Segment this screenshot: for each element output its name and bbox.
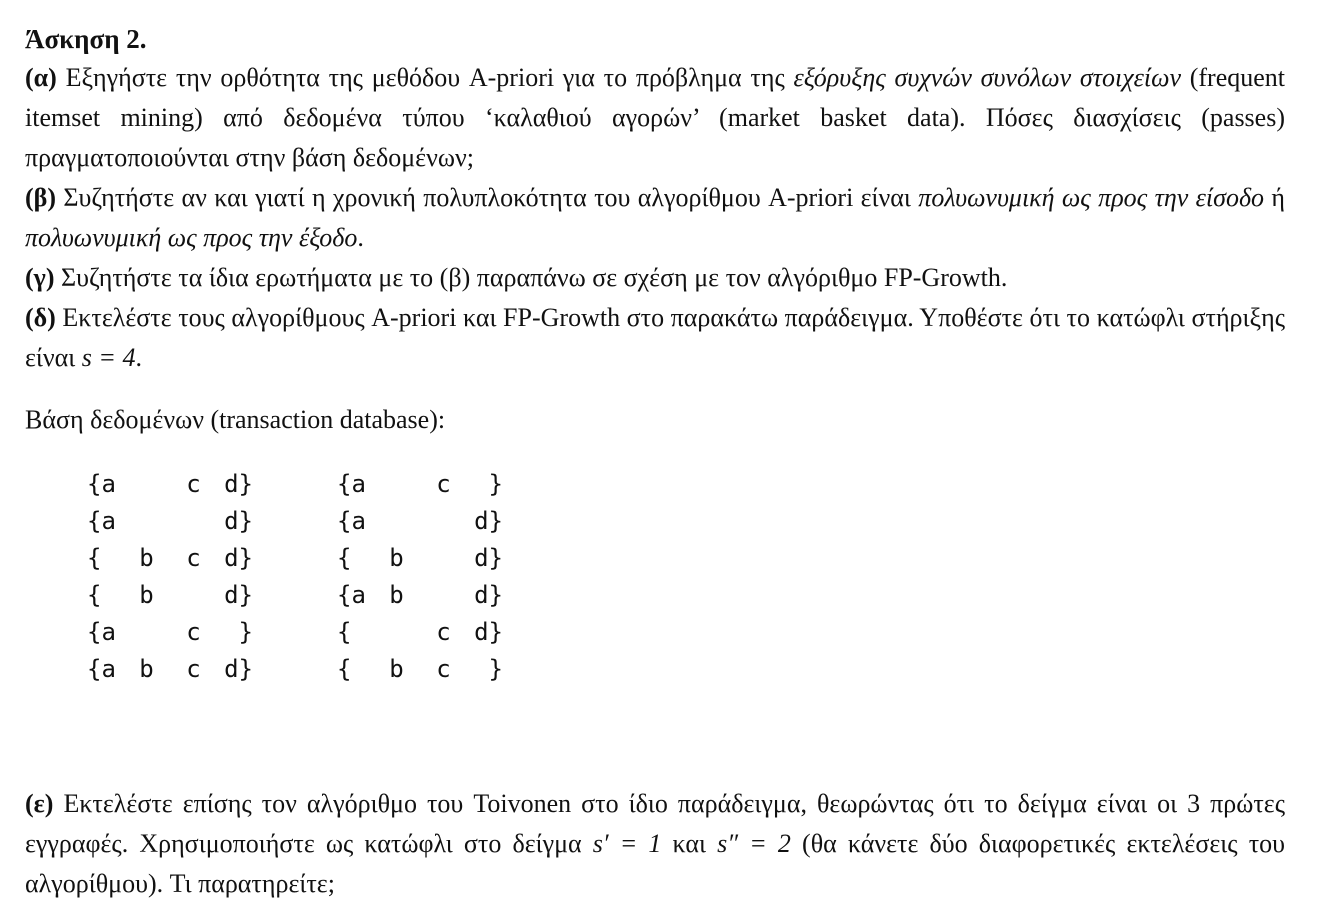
transaction [337,544,503,572]
transaction-item: } [474,655,503,683]
transaction [337,655,503,683]
transaction-item: {a [337,470,366,498]
exercise-page [25,22,1285,440]
transaction-item: b [389,581,404,609]
transaction-item [123,470,170,498]
transaction-item [170,581,217,609]
part-b-text-1: Συζητήστε αν και γιατί η χρονική πολυπλοκότητα του αλγορίθμου A-priori είναι [63,183,911,212]
part-b-text-3: . [357,223,364,252]
part-c [25,258,1285,298]
transaction-item: { [337,655,366,683]
transaction-item: } [474,470,503,498]
transaction-item: b [139,544,154,572]
transaction-item: c [436,618,451,646]
transaction-item: } [224,618,253,646]
part-e-text-2: και [672,829,707,858]
part-a-text-1: Εξηγήστε την ορθότητα της μεθόδου A-priori για το πρόβλημα της [65,63,785,92]
transaction [87,655,253,683]
exercise-title: Άσκηση 2. [25,24,147,54]
transaction-item [373,507,420,535]
transaction-item: { [87,581,116,609]
transaction-item: d} [474,581,503,609]
transaction [87,470,253,498]
part-e-text-3: (θα κάνετε δύο διαφορετικές εκτελέσεις του αλγορίθμου). Τι παρατηρείτε; [25,829,1286,898]
transaction-item: {a [337,507,366,535]
transaction [337,470,503,498]
transaction-item: c [436,470,451,498]
transaction-item [373,470,420,498]
transaction-item: b [389,544,404,572]
transaction-item: d} [224,581,253,609]
sample-threshold-1: s′ = 1 [592,829,662,858]
transaction-item [420,507,467,535]
transaction-item [123,507,170,535]
transaction [337,618,503,646]
part-b-emphasis-2: πολυωνυμική ως προς την έξοδο [25,223,358,252]
part-d-text-1: Εκτελέστε τους αλγορίθμους A-priori και FP-Growth στο παρακάτω παράδειγμα. Υποθέστε ότι το κατώφλι στήριξης είναι [25,303,1285,372]
transaction-item: d} [224,655,253,683]
transaction-item: b [389,655,404,683]
part-b-emphasis-1: πολυωνυμική ως προς την είσοδο [918,183,1265,212]
transaction [337,507,503,535]
transaction-item: c [186,655,201,683]
transaction-item: {a [87,655,116,683]
transaction-item [373,618,420,646]
transaction-item [420,544,467,572]
transaction-item: {a [87,470,116,498]
part-b-label: (β) [25,183,57,212]
part-d-label: (δ) [25,303,56,332]
transaction-item: {a [87,618,116,646]
transaction-item [123,618,170,646]
transaction-item: d} [224,507,253,535]
support-threshold: s = 4 [81,343,136,372]
transaction [87,544,253,572]
transaction-item [420,581,467,609]
transaction [337,581,503,609]
part-e-label: (ε) [25,789,54,818]
transaction [87,507,253,535]
transaction-item: b [139,655,154,683]
transaction-item: {a [337,581,366,609]
transaction [87,618,253,646]
transaction-item: { [87,544,116,572]
transaction [87,581,253,609]
part-c-label: (γ) [25,263,55,292]
transaction-item: { [337,618,366,646]
transaction-item: { [337,544,366,572]
part-b-text-2: ή [1271,183,1286,212]
transaction-item: d} [474,507,503,535]
part-a-text-2: (frequent itemset mining) από δεδομένα τύπου ‘καλαθιού αγορών’ (market basket data). Πόσες διασχίσεις (passes) πραγματοποιούνται στην βάση δεδομένων; [25,63,1286,172]
transaction-item: d} [474,618,503,646]
transaction-item: d} [224,470,253,498]
part-e-text-1: Εκτελέστε επίσης τον αλγόριθμο του Toivonen στο ίδιο παράδειγμα, θεωρώντας ότι το δείγμα είναι οι 3 πρώτες εγγραφές. Χρησιμοποιήστε ως κατώφλι στο δείγμα [25,789,1285,858]
transaction-item: c [186,618,201,646]
transaction-item: c [436,655,451,683]
part-b [25,178,1285,258]
transaction-item: d} [224,544,253,572]
part-a-emphasis: εξόρυξης συχνών συνόλων στοιχείων [793,63,1181,92]
transaction-item: {a [87,507,116,535]
transaction-item: b [139,581,154,609]
sample-threshold-2: s″ = 2 [717,829,791,858]
transaction-item: d} [474,544,503,572]
transaction-item: c [186,544,201,572]
part-a-label: (α) [25,63,57,92]
transaction-item [170,507,217,535]
part-d [25,298,1285,378]
transaction-item: c [186,470,201,498]
part-c-text: Συζητήστε τα ίδια ερωτήματα με το (β) παραπάνω σε σχέση με τον αλγόριθμο FP-Growth. [60,263,1008,292]
part-e [25,784,1285,904]
part-d-text-2: . [135,343,142,372]
part-a [25,58,1285,178]
database-title: Βάση δεδομένων (transaction database): [25,405,446,434]
